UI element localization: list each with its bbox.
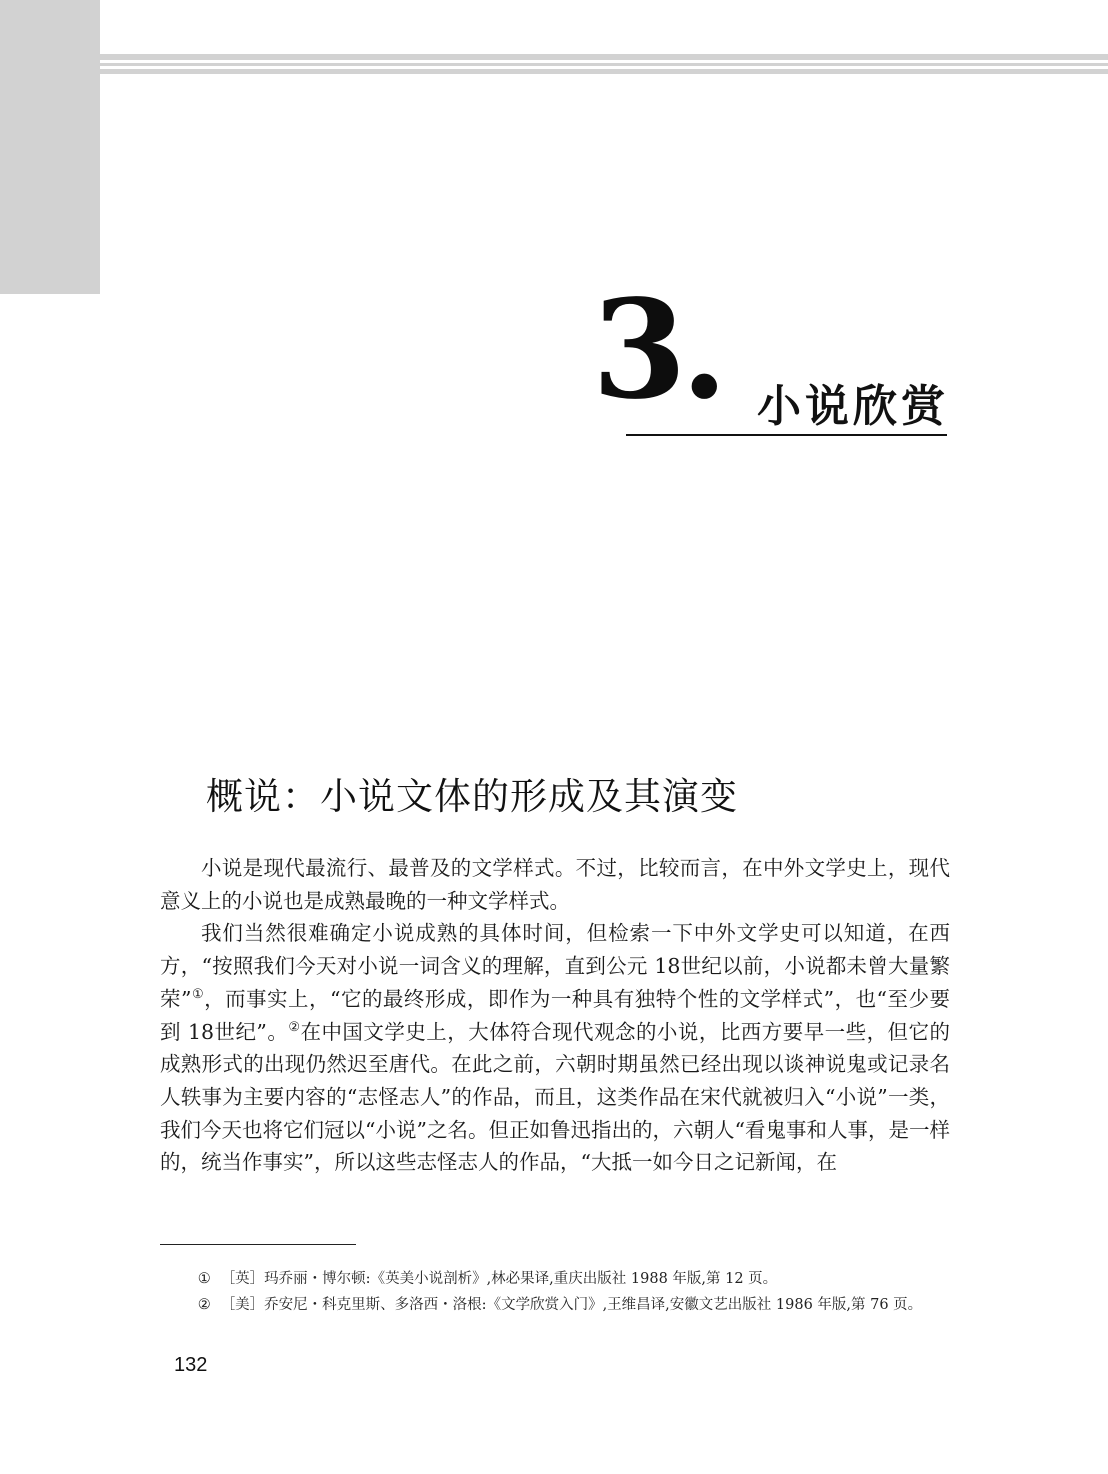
footnote-ref-1[interactable]: ① [191, 986, 205, 1002]
header-rule-top [100, 54, 1108, 60]
footnote-1 [160, 1266, 950, 1292]
footnote-1-text: ［英］玛乔丽・博尔顿:《英美小说剖析》,林必果译,重庆出版社 1988 年版,第 12 页。 [220, 1271, 778, 1287]
header-rule-bottom [0, 69, 1108, 74]
section-heading: 概说：小说文体的形成及其演变 [206, 775, 738, 818]
footnote-2-mark: ② [197, 1297, 211, 1313]
footnote-1-mark: ① [197, 1271, 211, 1287]
body-paragraph-2-part-b: ，而事实上，“它的最终形成，即作为一种具有独特个性的文学样式”，也“至少要到 18世纪”。 [160, 986, 950, 1044]
footnote-separator [160, 1244, 356, 1245]
body-paragraph-2-part-c: 在中国文学史上，大体符合现代观念的小说，比西方要早一些，但它的成熟形式的出现仍然迟至唐代。在此之前，六朝时期虽然已经出现以谈神说鬼或记录名人轶事为主要内容的“志怪志人”的作品，而且，这类作品在宋代就被归入“小说”一类，我们今天也将它们冠以“小说”之名。但正如鲁迅指出的，六朝人“看鬼事和人事，是一样的，统当作事实”，所以这些志怪志人的作品，“大抵一如今日之记新闻，在 [160, 1019, 950, 1175]
footnote-2 [160, 1292, 950, 1318]
footnote-2-text: ［美］乔安尼・科克里斯、多洛西・洛根:《文学欣赏入门》,王维昌译,安徽文艺出版社 1986 年版,第 76 页。 [220, 1297, 923, 1313]
body-paragraph-2-part-a: 我们当然很难确定小说成熟的具体时间，但检索一下中外文学史可以知道，在西方，“按照我们今天对小说一词含义的理解，直到公元 18世纪以前，小说都未曾大量繁荣” [160, 921, 950, 1011]
page-number: 132 [174, 1354, 208, 1376]
body-paragraph-1: 小说是现代最流行、最普及的文学样式。不过，比较而言，在中外文学史上，现代意义上的小说也是成熟最晚的一种文学样式。 [160, 856, 950, 913]
footnotes [160, 1266, 950, 1318]
chapter-number: 3. [592, 270, 722, 430]
corner-decoration-block [0, 0, 100, 294]
body-text [160, 852, 950, 1179]
chapter-title: 小说欣赏 [757, 381, 949, 432]
header-rule-middle [0, 63, 1108, 66]
body-paragraph-2 [160, 917, 950, 1179]
footnote-ref-2[interactable]: ② [288, 1019, 301, 1035]
chapter-title-underline [626, 434, 947, 436]
